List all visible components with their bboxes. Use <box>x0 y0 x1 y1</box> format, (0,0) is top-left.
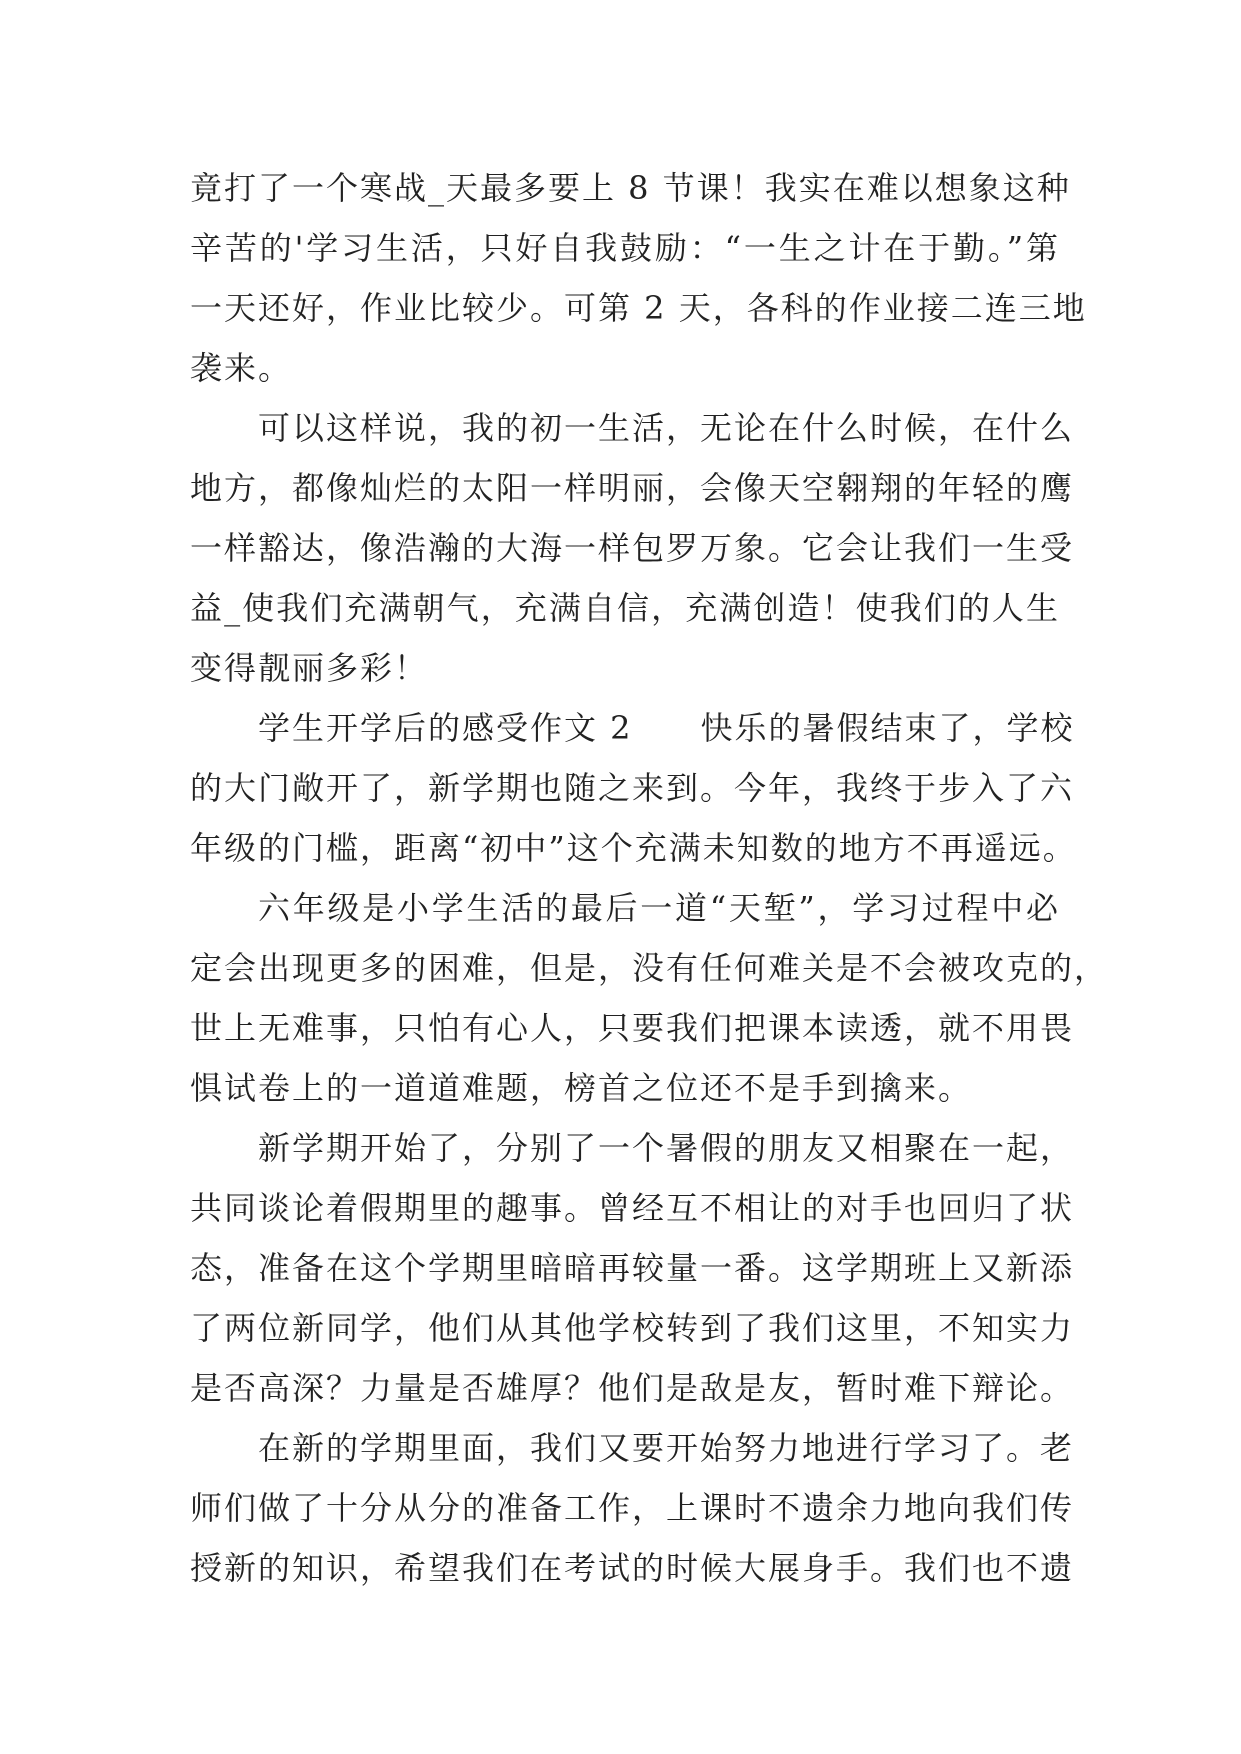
text-line: 态，准备在这个学期里暗暗再较量一番。这学期班上又新添 <box>190 1249 1075 1287</box>
text-line: 可以这样说，我的初一生活，无论在什么时候，在什么 <box>258 409 1075 447</box>
paragraph-3 <box>190 698 1077 878</box>
text-line: 竟打了一个寒战_天最多要上 8 节课！我实在难以想象这种 <box>190 169 1071 207</box>
text-line: 一天还好，作业比较少。可第 2 天，各科的作业接二连三地 <box>190 289 1087 327</box>
text-line: 定会出现更多的困难，但是，没有任何难关是不会被攻克的， <box>190 949 1109 987</box>
text-line: 新学期开始了，分别了一个暑假的朋友又相聚在一起， <box>258 1129 1075 1167</box>
document-body <box>190 158 1109 1598</box>
paragraph-2 <box>190 398 1075 698</box>
text-line: 共同谈论着假期里的趣事。曾经互不相让的对手也回归了状 <box>190 1189 1075 1227</box>
text-line: 一样豁达，像浩瀚的大海一样包罗万象。它会让我们一生受 <box>190 529 1075 567</box>
text-line: 六年级是小学生活的最后一道“天堑”，学习过程中必 <box>258 889 1060 927</box>
text-line: 地方，都像灿烂的太阳一样明丽，会像天空翱翔的年轻的鹰 <box>190 469 1075 507</box>
text-line: 惧试卷上的一道道难题，榜首之位还不是手到擒来。 <box>190 1069 973 1107</box>
text-line: 变得靓丽多彩！ <box>190 649 429 687</box>
paragraph-4 <box>190 878 1109 1118</box>
text-line: 辛苦的'学习生活，只好自我鼓励：“一生之计在于勤。”第 <box>190 229 1060 267</box>
text-line: 是否高深？力量是否雄厚？他们是敌是友，暂时难下辩论。 <box>190 1369 1075 1407</box>
text-line: 世上无难事，只怕有心人，只要我们把课本读透，就不用畏 <box>190 1009 1075 1047</box>
text-line: 益_使我们充满朝气，充满自信，充满创造！使我们的人生 <box>190 589 1060 627</box>
text-line: 袭来。 <box>190 349 293 387</box>
paragraph-1 <box>190 158 1087 398</box>
text-line: 在新的学期里面，我们又要开始努力地进行学习了。老 <box>258 1429 1075 1467</box>
text-line: 的大门敞开了，新学期也随之来到。今年，我终于步入了六 <box>190 769 1075 807</box>
text-line: 年级的门槛，距离“初中”这个充满未知数的地方不再遥远。 <box>190 829 1077 867</box>
paragraph-6 <box>190 1418 1075 1598</box>
essay-title-line: 学生开学后的感受作文 2 快乐的暑假结束了，学校 <box>258 709 1075 747</box>
paragraph-5 <box>190 1118 1075 1418</box>
text-line: 授新的知识，希望我们在考试的时候大展身手。我们也不遗 <box>190 1549 1075 1587</box>
text-line: 师们做了十分从分的准备工作，上课时不遗余力地向我们传 <box>190 1489 1075 1527</box>
text-line: 了两位新同学，他们从其他学校转到了我们这里，不知实力 <box>190 1309 1075 1347</box>
